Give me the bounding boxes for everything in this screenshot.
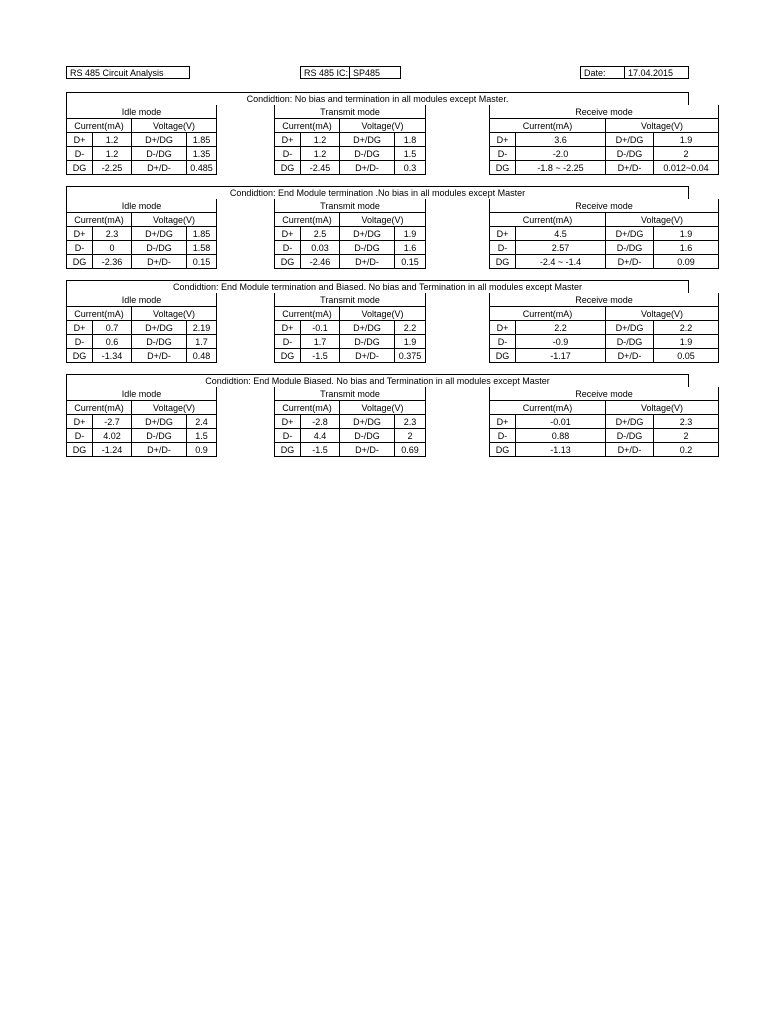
voltage-header: Voltage(V)	[606, 119, 719, 133]
voltage-label: D+/D-	[132, 255, 187, 269]
current-value: 0	[93, 241, 132, 255]
report-title-row	[66, 66, 190, 79]
voltage-label: D+/DG	[606, 227, 654, 241]
line-label: D-	[490, 429, 516, 443]
date-label: Date:	[580, 66, 625, 79]
table-row	[67, 161, 217, 175]
voltage-value: 0.05	[654, 349, 719, 363]
current-header: Current(mA)	[490, 307, 606, 321]
current-value: -2.8	[301, 415, 340, 429]
line-label: D-	[490, 335, 516, 349]
voltage-value: 2	[395, 429, 426, 443]
line-label: DG	[490, 255, 516, 269]
table-row	[275, 415, 426, 429]
current-value: 2.2	[516, 321, 606, 335]
voltage-value: 1.5	[395, 147, 426, 161]
current-value: 1.2	[301, 133, 340, 147]
line-label: DG	[275, 443, 301, 457]
transmit-mode-table	[274, 105, 426, 175]
current-value: -2.36	[93, 255, 132, 269]
voltage-value: 1.58	[187, 241, 217, 255]
table-row	[275, 335, 426, 349]
current-header: Current(mA)	[490, 213, 606, 227]
table-row	[275, 429, 426, 443]
mode-title: Idle mode	[67, 199, 217, 213]
current-header: Current(mA)	[275, 307, 340, 321]
line-label: D-	[275, 241, 301, 255]
current-value: -0.01	[516, 415, 606, 429]
voltage-value: 1.85	[187, 133, 217, 147]
voltage-label: D+/DG	[606, 415, 654, 429]
current-value: -2.45	[301, 161, 340, 175]
table-row	[490, 429, 719, 443]
table-row	[67, 255, 217, 269]
current-value: -2.0	[516, 147, 606, 161]
current-value: 0.7	[93, 321, 132, 335]
date-value: 17.04.2015	[625, 66, 689, 79]
line-label: D+	[490, 133, 516, 147]
mode-title: Receive mode	[490, 293, 719, 307]
voltage-value: 0.09	[654, 255, 719, 269]
ic-value: SP485	[350, 66, 401, 79]
table-row	[67, 227, 217, 241]
table-row	[490, 443, 719, 457]
current-value: 1.7	[301, 335, 340, 349]
mode-title: Transmit mode	[275, 105, 426, 119]
table-row	[275, 227, 426, 241]
line-label: D+	[490, 227, 516, 241]
voltage-value: 2	[654, 429, 719, 443]
voltage-label: D-/DG	[340, 335, 395, 349]
voltage-value: 2.2	[654, 321, 719, 335]
line-label: D+	[275, 415, 301, 429]
voltage-header: Voltage(V)	[340, 401, 426, 415]
current-value: -2.4 ~ -1.4	[516, 255, 606, 269]
table-row	[490, 335, 719, 349]
transmit-mode-table	[274, 387, 426, 457]
voltage-value: 1.35	[187, 147, 217, 161]
table-row	[490, 255, 719, 269]
current-value: 3.6	[516, 133, 606, 147]
current-header: Current(mA)	[275, 401, 340, 415]
mode-title: Transmit mode	[275, 387, 426, 401]
table-row	[490, 415, 719, 429]
line-label: D+	[67, 133, 93, 147]
current-value: 2.57	[516, 241, 606, 255]
current-value: 2.5	[301, 227, 340, 241]
current-value: 1.2	[93, 147, 132, 161]
ic-row	[300, 66, 401, 79]
current-value: -1.13	[516, 443, 606, 457]
current-value: -1.34	[93, 349, 132, 363]
line-label: D+	[67, 415, 93, 429]
current-value: 1.2	[93, 133, 132, 147]
voltage-label: D-/DG	[606, 335, 654, 349]
table-row	[490, 161, 719, 175]
current-header: Current(mA)	[490, 401, 606, 415]
voltage-label: D+/D-	[132, 443, 187, 457]
table-row	[67, 349, 217, 363]
idle-mode-table	[66, 199, 217, 269]
transmit-mode-table	[274, 293, 426, 363]
table-row	[275, 241, 426, 255]
table-row	[490, 227, 719, 241]
report-title: RS 485 Circuit Analysis	[66, 66, 190, 79]
voltage-label: D+/D-	[606, 255, 654, 269]
mode-title: Idle mode	[67, 105, 217, 119]
condition-title: Condidtion: End Module termination .No bias in all modules except Master	[66, 186, 689, 199]
voltage-label: D+/D-	[340, 255, 395, 269]
voltage-value: 1.9	[395, 335, 426, 349]
current-header: Current(mA)	[67, 401, 132, 415]
line-label: D-	[275, 335, 301, 349]
line-label: DG	[490, 443, 516, 457]
idle-mode-table	[66, 105, 217, 175]
voltage-label: D+/DG	[340, 321, 395, 335]
voltage-header: Voltage(V)	[340, 119, 426, 133]
voltage-label: D-/DG	[340, 241, 395, 255]
line-label: D+	[490, 415, 516, 429]
voltage-value: 1.8	[395, 133, 426, 147]
voltage-label: D+/D-	[340, 349, 395, 363]
voltage-value: 1.9	[654, 133, 719, 147]
receive-mode-table	[489, 387, 719, 457]
table-row	[275, 161, 426, 175]
voltage-value: 1.6	[395, 241, 426, 255]
voltage-label: D-/DG	[606, 241, 654, 255]
voltage-label: D+/DG	[132, 227, 187, 241]
table-row	[67, 443, 217, 457]
voltage-header: Voltage(V)	[606, 213, 719, 227]
mode-title: Receive mode	[490, 387, 719, 401]
voltage-label: D+/DG	[132, 321, 187, 335]
voltage-value: 0.375	[395, 349, 426, 363]
table-row	[490, 241, 719, 255]
voltage-value: 2.2	[395, 321, 426, 335]
table-row	[275, 133, 426, 147]
line-label: DG	[67, 443, 93, 457]
voltage-label: D+/DG	[340, 133, 395, 147]
line-label: DG	[275, 161, 301, 175]
line-label: D-	[275, 147, 301, 161]
receive-mode-table	[489, 199, 719, 269]
mode-title: Transmit mode	[275, 293, 426, 307]
voltage-label: D-/DG	[132, 429, 187, 443]
mode-title: Idle mode	[67, 387, 217, 401]
voltage-value: 1.5	[187, 429, 217, 443]
voltage-label: D+/D-	[606, 349, 654, 363]
voltage-label: D+/D-	[606, 443, 654, 457]
voltage-value: 0.48	[187, 349, 217, 363]
current-header: Current(mA)	[67, 213, 132, 227]
table-row	[67, 415, 217, 429]
current-value: -1.24	[93, 443, 132, 457]
table-row	[275, 349, 426, 363]
table-row	[67, 147, 217, 161]
current-value: 2.3	[93, 227, 132, 241]
voltage-value: 0.012~0.04	[654, 161, 719, 175]
current-value: -0.9	[516, 335, 606, 349]
voltage-value: 1.6	[654, 241, 719, 255]
current-value: -2.25	[93, 161, 132, 175]
table-row	[67, 335, 217, 349]
table-row	[67, 241, 217, 255]
condition-title: Condidtion: End Module termination and Biased. No bias and Termination in all modules except Master	[66, 280, 689, 293]
line-label: D-	[67, 429, 93, 443]
mode-title: Receive mode	[490, 105, 719, 119]
line-label: DG	[275, 255, 301, 269]
line-label: D-	[67, 241, 93, 255]
table-row	[490, 321, 719, 335]
voltage-value: 2.3	[654, 415, 719, 429]
voltage-label: D+/DG	[132, 415, 187, 429]
line-label: D-	[490, 241, 516, 255]
voltage-value: 0.69	[395, 443, 426, 457]
line-label: D+	[275, 227, 301, 241]
line-label: D-	[490, 147, 516, 161]
condition-title: Condidtion: End Module Biased. No bias and Termination in all modules except Master	[66, 374, 689, 387]
line-label: D+	[67, 321, 93, 335]
table-row	[490, 349, 719, 363]
current-value: -1.8 ~ -2.25	[516, 161, 606, 175]
current-header: Current(mA)	[275, 119, 340, 133]
voltage-label: D+/D-	[340, 443, 395, 457]
voltage-label: D+/DG	[132, 133, 187, 147]
table-row	[67, 429, 217, 443]
voltage-value: 0.485	[187, 161, 217, 175]
current-value: -1.5	[301, 349, 340, 363]
table-row	[275, 321, 426, 335]
line-label: D-	[67, 147, 93, 161]
voltage-label: D-/DG	[340, 429, 395, 443]
transmit-mode-table	[274, 199, 426, 269]
voltage-label: D-/DG	[132, 335, 187, 349]
table-row	[275, 255, 426, 269]
condition-title: Condidtion: No bias and termination in all modules except Master.	[66, 92, 689, 105]
voltage-value: 2.3	[395, 415, 426, 429]
voltage-value: 1.9	[654, 227, 719, 241]
voltage-value: 0.3	[395, 161, 426, 175]
voltage-label: D-/DG	[132, 147, 187, 161]
voltage-label: D+/D-	[606, 161, 654, 175]
current-header: Current(mA)	[67, 119, 132, 133]
voltage-value: 0.2	[654, 443, 719, 457]
current-value: -2.7	[93, 415, 132, 429]
voltage-header: Voltage(V)	[132, 119, 217, 133]
current-value: 0.03	[301, 241, 340, 255]
table-row	[490, 147, 719, 161]
current-value: 1.2	[301, 147, 340, 161]
voltage-label: D+/DG	[340, 415, 395, 429]
current-header: Current(mA)	[490, 119, 606, 133]
voltage-header: Voltage(V)	[132, 213, 217, 227]
line-label: DG	[275, 349, 301, 363]
voltage-header: Voltage(V)	[132, 307, 217, 321]
voltage-value: 1.85	[187, 227, 217, 241]
line-label: D+	[67, 227, 93, 241]
idle-mode-table	[66, 387, 217, 457]
voltage-label: D-/DG	[340, 147, 395, 161]
mode-title: Receive mode	[490, 199, 719, 213]
voltage-header: Voltage(V)	[340, 307, 426, 321]
line-label: DG	[490, 349, 516, 363]
voltage-label: D+/DG	[606, 321, 654, 335]
line-label: D+	[490, 321, 516, 335]
current-value: -0.1	[301, 321, 340, 335]
ic-label: RS 485 IC:	[300, 66, 350, 79]
voltage-label: D+/DG	[340, 227, 395, 241]
voltage-label: D-/DG	[132, 241, 187, 255]
idle-mode-table	[66, 293, 217, 363]
voltage-value: 1.7	[187, 335, 217, 349]
table-row	[67, 133, 217, 147]
current-value: 4.02	[93, 429, 132, 443]
voltage-label: D+/D-	[340, 161, 395, 175]
voltage-value: 2.19	[187, 321, 217, 335]
table-row	[490, 133, 719, 147]
voltage-header: Voltage(V)	[340, 213, 426, 227]
current-value: 0.6	[93, 335, 132, 349]
voltage-value: 0.15	[395, 255, 426, 269]
current-header: Current(mA)	[275, 213, 340, 227]
table-row	[275, 443, 426, 457]
line-label: DG	[67, 255, 93, 269]
voltage-label: D+/D-	[132, 349, 187, 363]
table-row	[275, 147, 426, 161]
voltage-label: D-/DG	[606, 429, 654, 443]
line-label: DG	[67, 161, 93, 175]
voltage-value: 0.15	[187, 255, 217, 269]
current-value: 4.4	[301, 429, 340, 443]
voltage-label: D-/DG	[606, 147, 654, 161]
voltage-label: D+/DG	[606, 133, 654, 147]
voltage-value: 0.9	[187, 443, 217, 457]
mode-title: Idle mode	[67, 293, 217, 307]
line-label: D+	[275, 133, 301, 147]
current-value: -2.46	[301, 255, 340, 269]
voltage-value: 2.4	[187, 415, 217, 429]
current-header: Current(mA)	[67, 307, 132, 321]
voltage-header: Voltage(V)	[606, 401, 719, 415]
table-row	[67, 321, 217, 335]
line-label: DG	[67, 349, 93, 363]
current-value: 4.5	[516, 227, 606, 241]
voltage-value: 1.9	[654, 335, 719, 349]
current-value: -1.17	[516, 349, 606, 363]
current-value: -1.5	[301, 443, 340, 457]
receive-mode-table	[489, 293, 719, 363]
line-label: D-	[275, 429, 301, 443]
line-label: D-	[67, 335, 93, 349]
mode-title: Transmit mode	[275, 199, 426, 213]
voltage-value: 2	[654, 147, 719, 161]
voltage-value: 1.9	[395, 227, 426, 241]
receive-mode-table	[489, 105, 719, 175]
current-value: 0.88	[516, 429, 606, 443]
voltage-header: Voltage(V)	[132, 401, 217, 415]
date-row	[580, 66, 689, 79]
voltage-header: Voltage(V)	[606, 307, 719, 321]
line-label: D+	[275, 321, 301, 335]
voltage-label: D+/D-	[132, 161, 187, 175]
line-label: DG	[490, 161, 516, 175]
